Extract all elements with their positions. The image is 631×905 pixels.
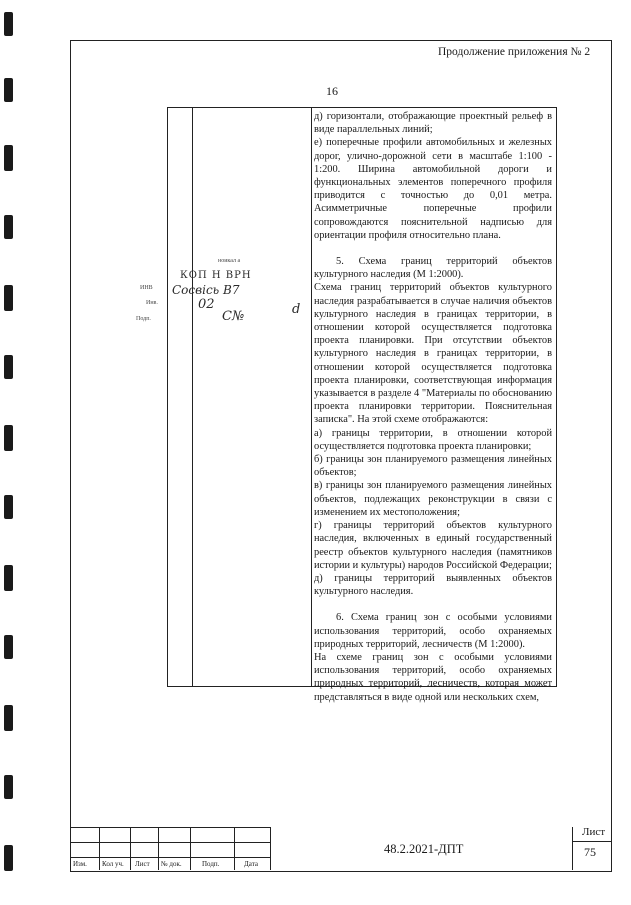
title-block-label: № док. — [161, 860, 182, 868]
sheet-number: 75 — [584, 845, 596, 859]
binding-mark — [4, 775, 13, 799]
stamp-text: КОП Н ВРН — [180, 270, 252, 281]
binding-mark — [4, 495, 13, 519]
list-item: а) границы территории, в отношении которой осуществляется подготовка проекта планировки; — [314, 427, 552, 452]
binding-mark — [4, 565, 13, 591]
section-heading: 6. Схема границ зон с особыми условиями использования территорий, особо охраняемых природных территорий, лесничеств (М 1:2000). — [314, 612, 552, 650]
title-block-label: Дата — [244, 860, 258, 868]
table-column-divider — [192, 108, 193, 686]
section-heading: 5. Схема границ территорий объектов культурного наследия (М 1:2000). — [314, 256, 552, 281]
binding-mark — [4, 355, 13, 379]
paragraph: д) горизонтали, отображающие проектный рельеф в виде параллельных линий; — [314, 111, 552, 136]
binding-mark — [4, 635, 13, 659]
stamp-text: ноикал а — [218, 258, 241, 264]
title-block-label: Лист — [135, 860, 150, 868]
table-column-divider — [311, 108, 312, 686]
document-code: 48.2.2021-ДПТ — [384, 842, 464, 856]
list-item: г) границы территорий объектов культурного наследия, включенных в единый государственный реестр объектов культурного наследия (памятников истории и культуры) народов Российской Федерации; — [314, 520, 552, 571]
paragraph: На схеме границ зон с особыми условиями использования территорий, особо охраняемых природных территорий, лесничеств, которая может представляться в виде одной или нескольких схем, — [314, 651, 552, 703]
binding-mark — [4, 78, 13, 102]
binding-mark — [4, 425, 13, 451]
binding-mark — [4, 215, 13, 239]
binding-mark — [4, 285, 13, 311]
sheet-label: Лист — [582, 826, 606, 838]
page-number: 16 — [326, 84, 338, 98]
content-table — [167, 107, 557, 703]
signature: 02 — [198, 297, 215, 312]
binding-mark — [4, 12, 13, 36]
text-cell — [314, 110, 552, 704]
list-item: д) границы территорий выявленных объектов культурного наследия. — [314, 572, 552, 598]
title-block-label: Изм. — [73, 860, 87, 868]
binding-mark — [4, 705, 13, 731]
title-block-label: Подп. — [202, 860, 220, 868]
binding-mark — [4, 145, 13, 171]
signature: С№ — [222, 309, 245, 324]
stamp-text: Инв. — [146, 300, 158, 306]
appendix-note: Продолжение приложения № 2 — [438, 46, 591, 58]
signature: Сосвісь В7 — [172, 283, 240, 297]
stamp-text: Подп. — [136, 316, 151, 322]
title-block-label: Кол уч. — [102, 860, 124, 868]
paragraph: Схема границ территорий объектов культурного наследия разрабатывается в случае наличия объектов культурного наследия в границах территории, в отношении которой осуществляется подготовка проекта планировки. При отсутствии объектов культурного наследия в границах территории, в отношении которой осуществляется подготовка проекта планировки, соответствующая информация указывается в разделе 4 "Материалы по обоснованию проекта планировки территории. Пояснительная записка". На этой схеме отображаются: — [314, 282, 552, 426]
title-block — [70, 827, 611, 870]
list-item: в) границы зон планируемого размещения линейных объектов, подлежащих реконструкции в связи с изменением их местоположения; — [314, 480, 552, 518]
stamp-text: ИНВ — [140, 285, 153, 291]
signature: d — [292, 302, 301, 317]
binding-mark — [4, 845, 13, 871]
paragraph: е) поперечные профили автомобильных и железных дорог, улично-дорожной сети в масштабе 1:100 - 1:200. Ширина автомобильной дороги и функциональных элементов поперечного профиля приводится с точностью до 0,01 метра. Асимметричные поперечные профили сопровождаются пояснительной надписью для ориентации профиля относительно плана. — [314, 137, 552, 241]
list-item: б) границы зон планируемого размещения линейных объектов; — [314, 454, 552, 479]
